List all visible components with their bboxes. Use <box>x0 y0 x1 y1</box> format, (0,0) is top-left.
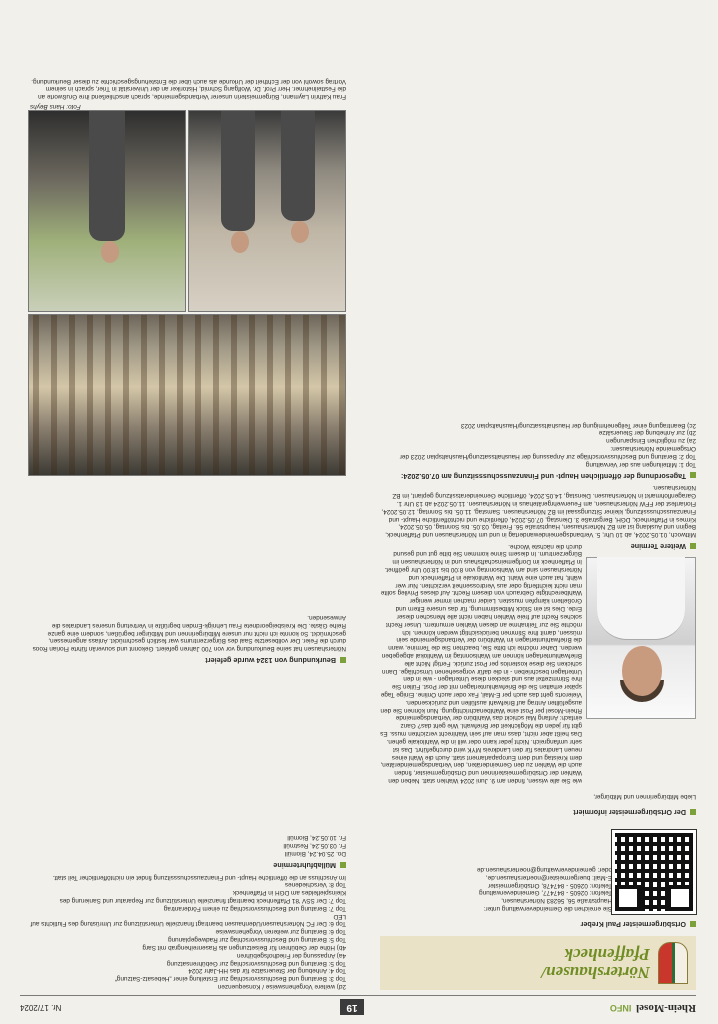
agenda-item: Top 8: Verschiedenes <box>284 881 346 889</box>
mayor-contact <box>380 832 612 912</box>
left-lower-column <box>380 14 696 554</box>
issue-number: Nr. 17/2024 <box>20 1002 62 1012</box>
town-title <box>541 945 650 981</box>
termine-text: Mittwoch, 01.05.2024, ab 10 Uhr, 5. Verbandsgemeindewandertag in und um Nörtershausen und Pfaffenheck, Beginn und Ausklang ist am BZ Nörtershausen, Hauptstraße 56. Freitag, 03.05. bis Sonntag, 05.05.2024, Kirmes in Pfaffenheck, DGH, Bergstraße 3. Dienstag, 07.05.2024, öffentliche und nichtöffentliche Haupt- und Finanzausschusssitzung, kleiner Sitzungssaal im BZ Nörtershausen. Samstag, 11.05. bis Sonntag, 12.05.2024, Florianfest der FFW Nörtershausen, am Feuerwehrgerätehaus in Nörtershausen. 11.05.2024 ab 13 Uhr 1. Garagenflohmarkt in Nörtershausen. Dienstag, 14.05.2024, öffentliche Gemeinderatssitzung geplant, im BZ Nörtershausen. <box>381 484 696 539</box>
agenda-item: Top 4: Anhebung der Steuersätze für das HH-Jahr 2024 <box>188 967 346 975</box>
informs-paragraph: wie Sie alle wissen, finden am 9. Juni 2024 Wahlen statt. Neben den Wahlen der Ortsbürgermeisterinnen und Ortsbürgermeister, finden auch die Wahlen zu den Gemeinderäten, den Verbandsgemeinderäten, dem Kreistag und dem Europaparlament statt. Auch die Wahl eines neuen Landrates für den Landkreis MYK wird durchgeführt. Das ist sehr umfangreich. Nicht jeder kann oder will in die Wahllokale gehen. Das heißt aber nicht, dass man auf sein Wahlrecht verzichten muss. Es gibt für jeden die Möglichkeit der Briefwahl. Wie geht das? Ganz einfach: Anfang Mai schickt das Wahlbüro der Verbandsgemeinde Rhein-Mosel per Post eine Wahlbenachrichtigung. Nun können Sie den ausgefüllten Antrag auf Briefwahl ausfüllen und zurücksenden. Vielerorts geht das auch per E-Mail, Fax oder auch Online. Einige Tage später erhalten Sie die Briefwahlunterlagen mit der Post. Füllen Sie ihre Stimmzettel aus und stecken diese Unterlagen - wie in den Unterlagen beschrieben - in die dafür vorgesehenen Umschläge. Dann schicken Sie diese kostenlos per Post zurück. Fertig! Nicht alle Briefwahlunterlagen können am Wahlsonntag im Wahllokal abgegeben werden. Daher möchte ich bitte Sie, beachten Sie die Termine, wann die Briefwahlunterlagen im Wahlbüro der Verbandsgemeinde sein müssen, damit Ihre Stimmen berücksichtigt werden können. Ich möchte Sie zur Teilnahme an diesen Wahlen ermuntern. Unser Recht solches Recht auf freie Wahlen haben nicht alle Menschen dieser Erde. Dies ist ein Stück Mitbestimmung, für das unsere Eltern und Großeltern kämpfen mussten. Leider machen immer weniger Wahlberechtigte Gebrauch von diesem Recht. Auf dieses Privileg sollte man nicht leichtfertig oder aus Verdrossenheit verzichten. Nur wer wählt, hat auch eine Wahl. Die Wahllokale in Pfaffenheck und Nörtershausen sind am Wahlsonntag von 8:00 bis 18:00 Uhr geöffnet. In Pfaffenheck im Dorfgemeinschaftshaus und in Nörtershausen im Bürgerzentrum. In diesem Sinne kommen Sie bitte gut und gesund durch die nächste Woche. <box>380 542 582 784</box>
photo-credit: Foto: Hans Beyhs <box>30 103 81 110</box>
agenda-item: Im Anschluss an die öffentliche Haupt- und Finanzausschusssitzung findet ein nichtöffentlicher Teil statt. <box>52 873 346 881</box>
agenda-item: Top 5: Beratung und Beschlussvorschlag zur Radwegeplanung <box>168 936 346 944</box>
mayor-portrait <box>586 557 696 719</box>
speaker-podium-photo <box>28 110 186 312</box>
agenda-item: 2a) zu möglichen Einsparungen <box>606 437 696 445</box>
contact-phone: Telefon: 02605 - 847477, Gemeindeverwaltung <box>479 889 612 897</box>
agenda-item: 4a) Anpassung der Friedhofsgebühren <box>236 951 346 959</box>
contact-email: E-Mail: buergermeister@noertershausen.de, <box>485 873 612 881</box>
contact-email-2: oder: gemeindeverwaltung@noertershausen.de <box>476 865 612 873</box>
speakers-photo <box>188 110 346 312</box>
agenda-list <box>380 421 696 468</box>
agenda-item: Top 1: Mitteilungen aus der Verwaltung <box>585 460 696 468</box>
page-number: 19 <box>340 999 364 1015</box>
muell-heading: Müllabfuhrtermine <box>30 860 346 869</box>
salutation: Liebe Mitbürgerinnen und Mitbürger, <box>593 793 696 800</box>
informs-heading: Der Ortsbürgermeister informiert <box>380 807 696 816</box>
agenda-item: Top 7: Der SSV '81 Pfaffenheck beantragt finanzielle Unterstützung zur Reparatur und Sanierung des Kleinspielfeldes am DGH in Pfaffenheck <box>59 889 346 905</box>
muell-row: Fr. 10.05.24, Biomüll <box>287 834 346 842</box>
town-banner <box>380 936 696 990</box>
beurkundung-block <box>30 480 346 668</box>
masthead <box>20 995 696 1018</box>
contact-phone-2: Telefon: 02605 - 847478, Ortsbürgermeister <box>488 881 612 889</box>
salutation-block <box>380 786 696 800</box>
agenda-item: 2c) Beantragung einer Teilgenehmigung der Haushaltssatzung/Haushaltsplan 2023 <box>460 421 696 429</box>
agenda-item: Top 5: Beratung und Beschlussvorschlag zur Gebührensatzung <box>166 959 346 967</box>
beurkundung-paragraph: Nörtershausen hat seine Beurkundung vor von 700 Jahren gefeiert. Gekonnt und souverän führte Florian Roos durch die Feier. Der vollbesetzte Saal des Bürgerzentrums war festlich geschmückt. Anlass angemessen, geschmückt. So konnte ich nicht nur unsere Mitbürgerinnen und Mitbürger begrüßen, sondern eine ganze Reihe Gäste. Die Kreisbeigeordnete Frau Lehnigk-Emden begrüßte in Vertretung unseres Landrates die Anwesenden. <box>32 613 346 653</box>
beurkundung-heading: Beurkundung von 1324 wurde gefeiert <box>30 655 346 664</box>
contact-address: Hauptstraße 56, 56283 Nörtershausen, <box>501 897 612 905</box>
agenda-item: 2b) zur Anhebung der Steuersätze <box>598 429 696 437</box>
agenda-item: Top 6: Der FC Nörtershausen/Udenhausen beantragt finanzielle Unterstützung zur Umrüstung des Flutlichts auf LED <box>30 912 346 928</box>
muell-row: Fr. 03.05.24, Restmüll <box>283 842 346 850</box>
hall-audience-photo <box>28 314 346 476</box>
agenda-item: Top 2: Beratung und Beschlussvorschläge zur Anpassung der Haushaltssatzung/Haushaltsplan 2023 der Ortsgemeinde Nörtershausen: <box>399 445 696 460</box>
town-title-line2: Pfaffenheck <box>564 945 650 964</box>
agenda-item: 4b) Höhe der Gebühren für Beisetzungen als Rasenreihengrab mit Sarg <box>142 943 346 951</box>
contact-intro: Sie erreichen die Gemeindeverwaltung unter: <box>483 905 612 912</box>
right-upper-column <box>30 672 346 990</box>
mayor-heading: Ortsbürgermeister Paul Kreber <box>380 919 696 928</box>
photo-caption <box>30 77 346 110</box>
agenda-item: Top 7: Beratung und Beschlussvorschlag zu einem Förderantrag <box>163 904 346 912</box>
muell-row: Do. 25.04.24, Biomüll <box>284 850 346 858</box>
brand-name: Rhein-Mosel <box>636 1001 696 1014</box>
qr-code[interactable] <box>612 830 696 914</box>
town-title-line1: Nörtershausen/ <box>541 962 650 982</box>
caption-text: Frau Kathrin Laymann, Bürgermeisterin unserer Verbandsgemeinde, sprach anschließend ihre Grußworte an die Festteilnehmer. Herr Prof. Dr. Wolfgang Schmid, Historiker an der Universität in Trier, sprach in seinem Vortrag sowohl von der Echtheit der Urkunde als auch über die Entstehungsgeschichte zu dieser Beurkundung. <box>31 77 346 101</box>
brand <box>610 1000 696 1013</box>
agenda-item: Top 3: Beratung und Beschlussvorschlag zur Erstellung einer „Hebesatz-Satzung“ <box>114 975 346 983</box>
agenda-heading: Tagesordnung der öffentlichen Haupt- und Finanzausschusssitzung am 07.05.2024: <box>380 471 696 480</box>
agenda-item: Top 6: Beratung zur weiteren Vorgehensweise <box>215 928 346 936</box>
termine-heading: Weitere Termine <box>380 541 696 550</box>
informs-text-upper <box>380 542 582 784</box>
informs-heading-block <box>380 800 696 820</box>
agenda-item: 2d) weitere Vorgehensweise / Konsequenzen <box>217 983 346 990</box>
brand-info: INFO <box>609 1002 632 1013</box>
coat-of-arms-icon <box>658 942 688 984</box>
